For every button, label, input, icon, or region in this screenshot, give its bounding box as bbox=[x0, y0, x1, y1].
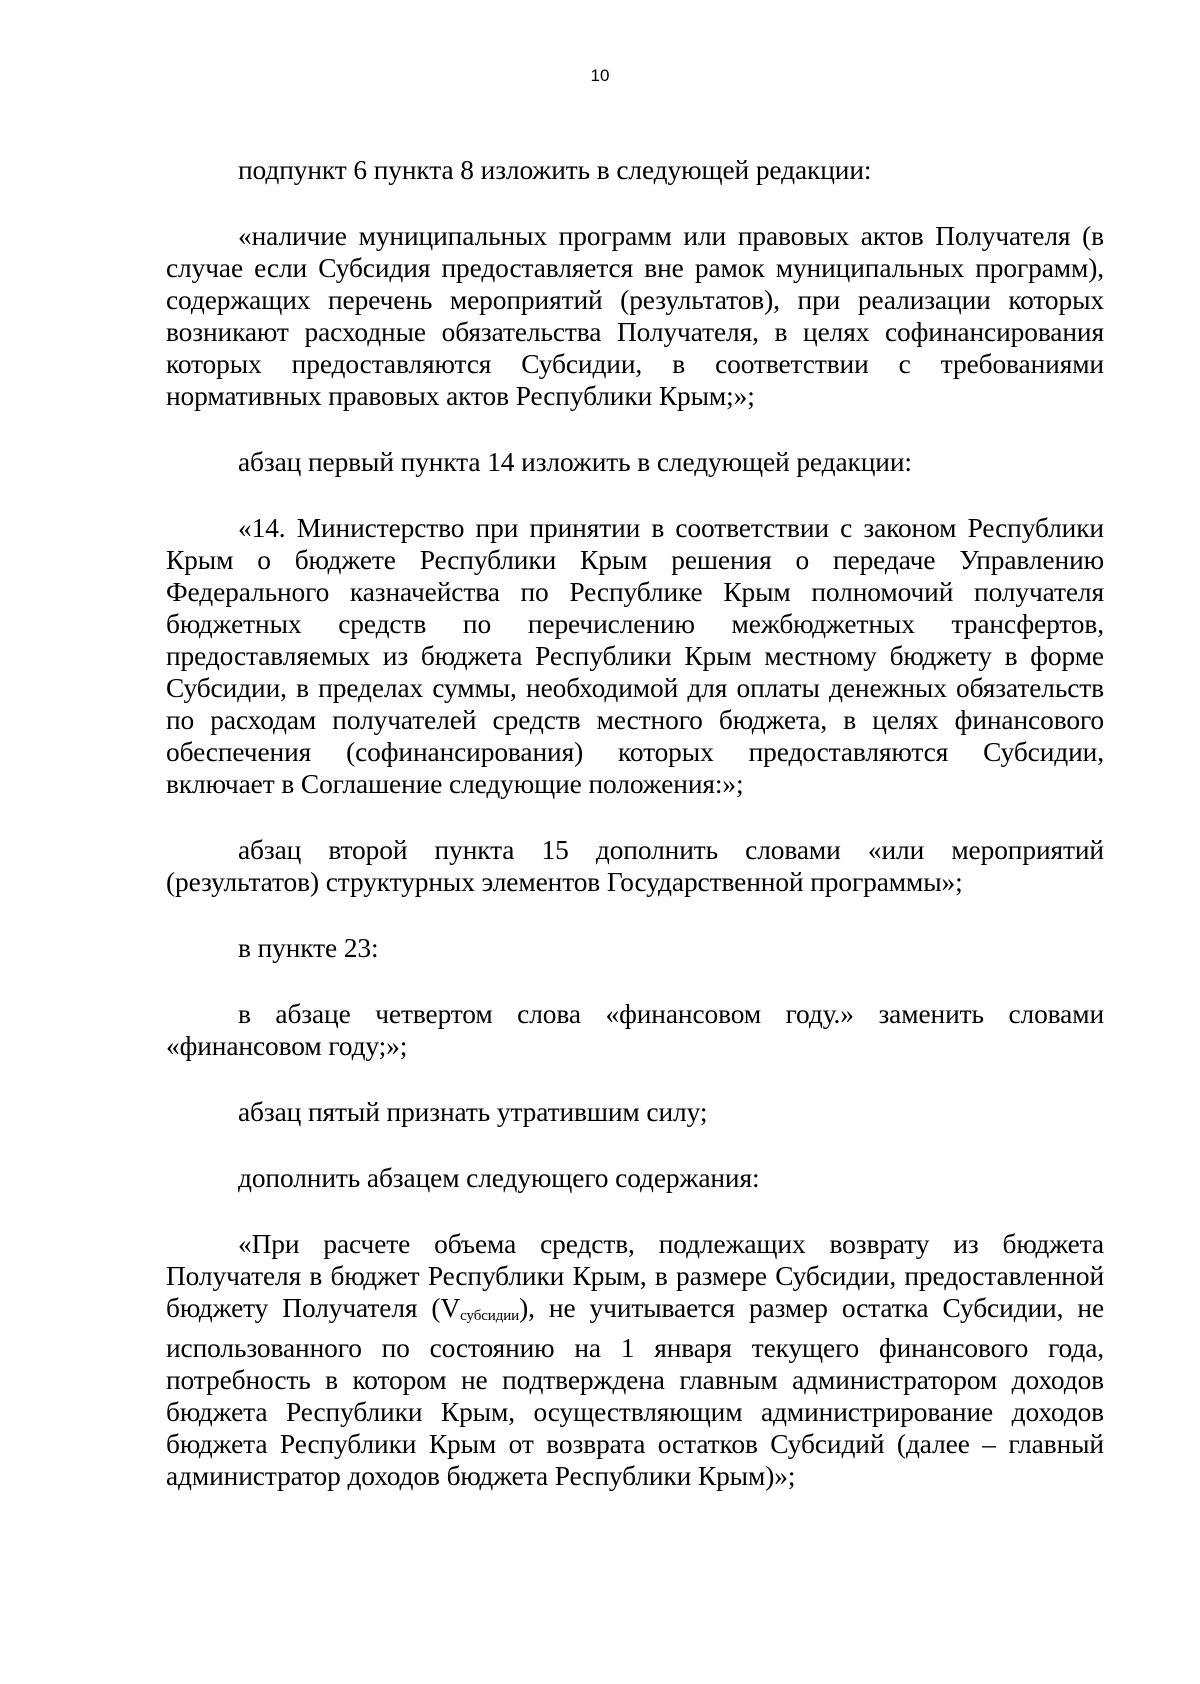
paragraph-quoted-municipal-programs: «наличие муниципальных программ или правовых актов Получателя (в случае если Субсидия предоставляется вне рамок муниципальных программ), содержащих перечень мероприятий (результатов), при реализации которых возникают расходные обязательства Получателя, в целях софинансирования которых предоставляются Субсидии, в соответствии с требованиями нормативных правовых актов Республики Крым;»; bbox=[166, 221, 1104, 411]
paragraph-instruction-subpoint-6: подпункт 6 пункта 8 изложить в следующей редакции: bbox=[238, 155, 872, 185]
refund-text-before: «При расчете объема средств, подлежащих возврату из бюджета Получателя в бюджет Республики Крым, в размере Субсидии, предоставленной бюджету Получателя (V bbox=[166, 1229, 1104, 1323]
paragraph-point-23-heading: в пункте 23: bbox=[238, 933, 379, 963]
paragraph-instruction-point-15: абзац второй пункта 15 дополнить словами «или мероприятий (результатов) структурных элементов Государственной программы»; bbox=[166, 835, 1104, 897]
paragraph-fifth-abzac-void: абзац пятый признать утратившим силу; bbox=[238, 1097, 708, 1127]
paragraph-fourth-abzac-replace: в абзаце четвертом слова «финансовом году.» заменить словами «финансовом году;»; bbox=[166, 999, 1104, 1061]
paragraph-quoted-refund-calculation bbox=[166, 1228, 1104, 1492]
document-body bbox=[166, 154, 1104, 1492]
paragraph-add-abzac: дополнить абзацем следующего содержания: bbox=[238, 1163, 760, 1193]
paragraph-quoted-point-14: «14. Министерство при принятии в соответствии с законом Республики Крым о бюджете Республики Крым решения о передаче Управлению Федерального казначейства по Республике Крым полномочий получателя бюджетных средств по перечислению межбюджетных трансфертов, предоставляемых из бюджета Республики Крым местному бюджету в форме Субсидии, в пределах суммы, необходимой для оплаты денежных обязательств по расходам получателей средств местного бюджета, в целях финансового обеспечения (софинансирования) которых предоставляются Субсидии, включает в Соглашение следующие положения:»; bbox=[166, 513, 1104, 799]
page-number: 10 bbox=[590, 66, 610, 85]
refund-text-after: ), не учитывается размер остатка Субсидии, не использованного по состоянию на 1 января текущего финансового года, потребность в котором не подтверждена главным администратором доходов бюджета Республики Крым, осуществляющим администрирование доходов бюджета Республики Крым от возврата остатков Субсидий (далее – главный администратор доходов бюджета Республики Крым)»; bbox=[166, 1293, 1105, 1491]
subsidy-subscript: субсидии bbox=[460, 1308, 520, 1324]
paragraph-instruction-point-14: абзац первый пункта 14 изложить в следующей редакции: bbox=[238, 447, 912, 477]
